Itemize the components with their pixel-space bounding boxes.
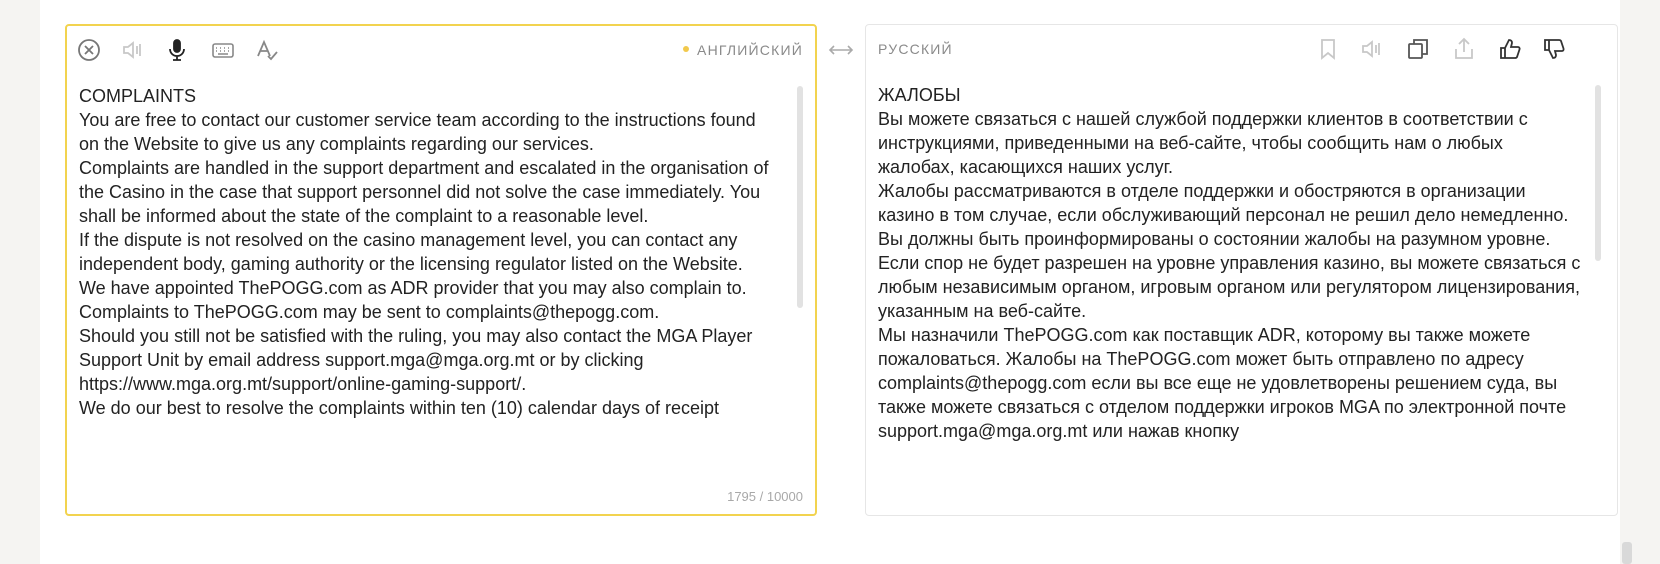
spellcheck-icon[interactable]	[253, 36, 281, 64]
source-toolbar	[67, 26, 815, 74]
target-language[interactable]: РУССКИЙ	[878, 41, 953, 57]
speaker-icon[interactable]	[1358, 35, 1386, 63]
copy-icon[interactable]	[1404, 35, 1432, 63]
keyboard-icon[interactable]	[209, 36, 237, 64]
source-language-label: АНГЛИЙСКИЙ	[697, 42, 803, 58]
source-language[interactable]	[683, 42, 803, 58]
share-icon[interactable]	[1450, 35, 1478, 63]
target-scrollbar[interactable]	[1595, 85, 1601, 261]
detected-language-dot	[683, 46, 689, 52]
source-text-input[interactable]: COMPLAINTS You are free to contact our customer service team according to the instructions found on the Website to give us any complaints regarding our services. Complaints are handled in the support department and escalated in the organisation of the Casino in the case that support personnel did not solve the case immediately. You shall be informed about the state of the complaint to a reasonable level. If the dispute is not resolved on the casino management level, you can contact any independent body, gaming authority or the licensing regulator listed on the Website. We have appointed ThePOGG.com as ADR provider that you may also complain to. Complaints to ThePOGG.com may be sent to complaints@thepogg.com. Should you still not be satisfied with the ruling, you may also contact the MGA Player Support Unit by email address support.mga@mga.org.mt or by clicking https://www.mga.org.mt/support/online-gaming-support/. We do our best to resolve the complaints within ten (10) calendar days of receipt	[79, 86, 769, 418]
page-scrollbar[interactable]	[1622, 542, 1632, 564]
microphone-icon[interactable]	[163, 36, 191, 64]
target-toolbar	[866, 25, 1617, 73]
swap-languages-button[interactable]	[826, 38, 856, 62]
speaker-icon[interactable]	[119, 36, 147, 64]
thumbs-down-icon[interactable]	[1540, 35, 1568, 63]
clear-icon[interactable]	[75, 36, 103, 64]
translation-output: ЖАЛОБЫ Вы можете связаться с нашей службой поддержки клиентов в соответствии с инструкциями, приведенными на веб-сайте, чтобы сообщить нам о любых жалобах, касающихся наших услуг. Жалобы рассматриваются в отделе поддержки и обостряются в организации казино в том случае, если обслуживающий персонал не решил дело немедленно. Вы должны быть проинформированы о состоянии жалобы на разумном уровне. Если спор не будет разрешен на уровне управления казино, вы можете связаться с любым независимым органом, игровым органом или регулятором лицензирования, указанным на веб-сайте. Мы назначили ThePOGG.com как поставщик ADR, которому вы также можете пожаловаться. Жалобы на ThePOGG.com может быть отправлено по адресу complaints@thepogg.com если вы все еще не удовлетворены решением суда, вы также можете связаться с отделом поддержки игроков MGA по электронной почте support.mga@mga.org.mt или нажав кнопку	[878, 85, 1581, 441]
character-counter: 1795 / 10000	[727, 489, 803, 504]
bookmark-icon[interactable]	[1314, 35, 1342, 63]
source-scrollbar[interactable]	[797, 86, 803, 308]
target-panel	[865, 24, 1618, 516]
swap-icon	[828, 43, 854, 57]
thumbs-up-icon[interactable]	[1496, 35, 1524, 63]
source-panel	[65, 24, 817, 516]
